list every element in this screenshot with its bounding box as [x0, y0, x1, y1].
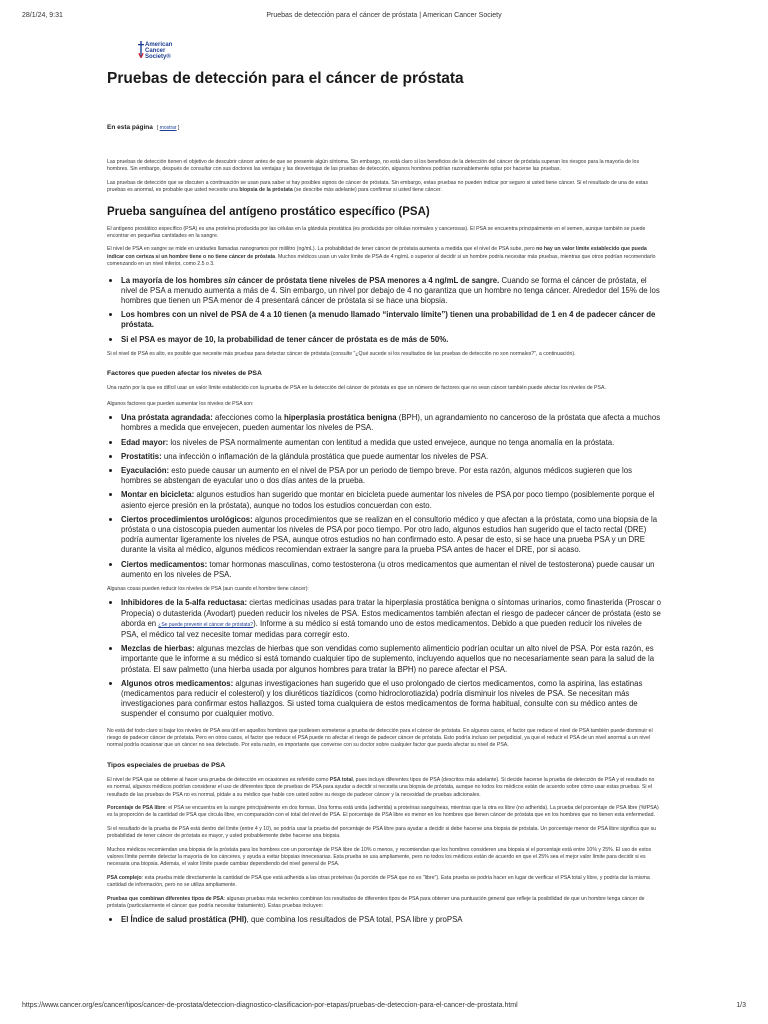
- special-paragraph-1: El nivel de PSA que se obtiene al hacer una prueba de detección en ocasiones es referido como PSA total, pues incluye diferentes tipos de PSA (descritos más adelante). Si decide hacerse la prueba de detección de PSA y el resultado no es normal, algunos médicos podrían considerar el uso de diferentes tipos de pruebas de PSA para ayudar a decidir si necesita una biopsia de próstata, aunque no todos los médicos están de acuerdo sobre cómo usar estas pruebas. Si el resultado de las pruebas de PSA no es normal, pídale a su médico que hable con usted sobre su riesgo de padecer cáncer y la necesidad de pruebas adicionales.: [107, 776, 655, 798]
- special-paragraph-3: Si el resultado de la prueba de PSA está dentro del límite (entre 4 y 10), se podría usar la prueba del porcentaje de PSA libre para ayudar a decidir si debe hacerse una biopsia de próstata. Un porcentaje menor de PSA libre significa que su probabilidad de tener cáncer de próstata es mayor, y usted probablemente debe hacerse una biopsia.: [107, 825, 657, 840]
- factors-paragraph-4: No está del todo claro si bajar los niveles de PSA sea útil en aquellos hombres que pudiesen someterse a prueba de detección para el cáncer de próstata. En algunos casos, el factor que reduce el nivel de PSA también puede disminuir el riesgo de padecer cáncer de próstata. Pero en otros casos, el factor que reduce el PSA puede no afectar el riesgo de padecer cáncer de próstata. Esto podría incluso ser perjudicial, ya que el reducir el PSA de un nivel anormal a un nivel normal podría ocasionar que un cáncer no sea detectado. Por esta razón, es importante que converse con su doctor sobre cualquier factor que pueda afectar su nivel de PSA.: [107, 727, 653, 749]
- main-content: [107, 70, 661, 929]
- print-title: Pruebas de detección para el cáncer de próstata | American Cancer Society: [266, 12, 502, 19]
- on-this-page-label: En esta página: [107, 124, 153, 131]
- raise-factors-list: [107, 412, 661, 580]
- list-item: • Inhibidores de la 5-alfa reductasa: ciertas medicinas usadas para tratar la hiperplasia prostática benigna o síntomas urinarios, como finasterida (Proscar o Propecia) o dutasterida (Avodart) pueden reducir los niveles de PSA. Estos medicamentos también afectan el riesgo de padecer cáncer de próstata (esto se aborda en ¿Se puede prevenir el cáncer de próstata?). Informe a su médico si está tomando uno de estos medicamentos. Debido a que pueden reducir los niveles de PSA, el médico tal vez necesite tomar medidas para corregir esto.: [121, 597, 661, 640]
- factors-paragraph-3: Algunas cosas pueden reducir los niveles de PSA (aun cuando el hombre tiene cáncer):: [107, 585, 309, 592]
- logo-text: American Cancer Society®: [145, 42, 173, 60]
- print-footer: [22, 1002, 746, 1009]
- psa-paragraph-1: El antígeno prostático específico (PSA) es una proteína producida por las células en la glándula prostática (es producida por células normales y cancerosas). El PSA se encuentra principalmente en el semen, aunque también se puede encontrar en pequeñas cantidades en la sangre.: [107, 225, 646, 240]
- show-link[interactable]: mostrar: [159, 124, 177, 131]
- page-number: 1/3: [736, 1002, 746, 1009]
- intro-paragraph-1: Las pruebas de detección tienen el objetivo de descubrir cáncer antes de que se presente algún síntoma. Sin embargo, no está claro si los beneficios de la detección del cáncer de próstata superan los riesgos para la mayoría de los hombres. Sin embargo, después de consultar con sus doctores las ventajas y las desventajas de las pruebas de detección, algunos hombres podrían razonablemente optar por hacerse las pruebas.: [107, 159, 640, 173]
- sword-icon: [138, 41, 144, 63]
- special-paragraph-4: Muchos médicos recomiendan una biopsia de la próstata para los hombres con un porcentaje de PSA libre de 10% o menos, y recomiendan que los hombres consideren una biopsia si el porcentaje está entre 10% y 25%. El uso de estos valores límite permite detectar la mayoría de los cánceres, y ayuda a evitar biopsias innecesarias. Esta prueba se usa ampliamente, pero no todos los médicos están de acuerdo en que el 25% sea el mejor valor límite para decidir si es necesaria una biopsia. Además, el valor límite puede cambiar dependiendo del nivel general de PSA.: [107, 846, 652, 868]
- list-item: • Montar en bicicleta: algunos estudios han sugerido que montar en bicicleta puede aumentar los niveles de PSA por poco tiempo (posiblemente porque el asiento ejerce presión en la próstata), aunque no todos los estudios concuerdan con esto.: [121, 489, 661, 510]
- print-url: https://www.cancer.org/es/cancer/tipos/cancer-de-prostata/deteccion-diagnostico-clasificacion-por-etapas/pruebas-de-deteccion-para-el-cancer-de-prostata.html: [22, 1002, 518, 1009]
- special-paragraph-6: Pruebas que combinan diferentes tipos de PSA: algunas pruebas más recientes combinan los resultados de diferentes tipos de PSA para obtener una puntuación general que refleje la posibilidad de que un hombre tenga cáncer de próstata (particularmente el cáncer que podría necesitar tratamiento). Estas pruebas incluyen:: [107, 895, 645, 910]
- list-item: • Prostatitis: una infección o inflamación de la glándula prostática que puede aumentar los niveles de PSA.: [121, 451, 661, 462]
- factors-paragraph-1: Una razón por la que es difícil usar un valor límite establecido con la prueba de PSA en la detección del cáncer de próstata es que un número de factores que no sean cáncer también puede afectar los niveles de PSA.: [107, 385, 606, 392]
- page-title: Pruebas de detección para el cáncer de próstata: [107, 70, 464, 87]
- on-this-page-toggle: [ mostrar ]: [156, 124, 180, 131]
- special-paragraph-5: PSA complejo: esta prueba mide directamente la cantidad de PSA que está adherida a las otras proteínas (la porción de PSA que no es "libre"). Esta prueba se podría hacer en lugar de verificar el PSA total y libre, y podría dar la misma cantidad de información, pero no se utiliza ampliamente.: [107, 874, 650, 889]
- acs-logo[interactable]: [138, 41, 172, 63]
- list-item: • Si el PSA es mayor de 10, la probabilidad de tener cáncer de próstata es de más de 50%.: [121, 334, 661, 345]
- list-item: • Ciertos medicamentos: tomar hormonas masculinas, como testosterona (u otros medicamentos que aumentan el nivel de testosterona) puede causar un aumento en los niveles de PSA.: [121, 559, 661, 580]
- psa-paragraph-3: Si el nivel de PSA es alto, es posible que necesite más pruebas para detectar cáncer de próstata (consulte "¿Qué sucede si los resultados de las pruebas de detección no son normales?", a continuación).: [107, 350, 576, 357]
- print-datetime: 28/1/24, 9:31: [22, 12, 63, 19]
- list-item: • Una próstata agrandada: afecciones como la hiperplasia prostática benigna (BPH), un agrandamiento no canceroso de la próstata que afecta a muchos hombres a medida que envejecen, pueden aumentar los niveles de PSA.: [121, 412, 661, 433]
- psa-bullets: [107, 275, 661, 345]
- psa-paragraph-2: El nivel de PSA en sangre se mide en unidades llamadas nanogramos por mililitro (ng/mL). La probabilidad de tener cáncer de próstata aumenta a medida que el nivel de PSA sube, pero no hay un valor límite establecido que pueda indicar con certeza si un hombre tiene o no tiene cáncer de próstata. Muchos médicos usan un valor límite de PSA de 4 ng/mL o superior al decidir si un hombre podría necesitar más pruebas, mientras que otros podrían recomendarlo comenzando en un nivel inferior, como 2.5 o 3.: [107, 246, 656, 268]
- lower-factors-list: [107, 597, 661, 719]
- factors-heading: Factores que pueden afectar los niveles de PSA: [107, 370, 262, 378]
- list-item: • Ciertos procedimientos urológicos: algunos procedimientos que se realizan en el consultorio médico y que afectan a la próstata, como una biopsia de la próstata o una cistoscopia pueden aumentar los niveles de PSA por poco tiempo. Por otro lado, algunos estudios han sugerido que el tacto rectal (DRE) podría aumentar ligeramente los niveles de PSA, aunque otros estudios no han confirmado esto. A pesar de esto, si se hace una prueba PSA y un DRE durante la visita al médico, algunos médicos recomiendan extraer la sangre para la prueba PSA antes de hacer el DRE, por si acaso.: [121, 514, 661, 556]
- special-paragraph-2: Porcentaje de PSA libre: el PSA se encuentra en la sangre principalmente en dos formas. Una forma está unida (adherida) a proteínas sanguíneas, mientras que la otra es libre (no adherida). La prueba del porcentaje de PSA libre (%fPSA) es la proporción de la cantidad de PSA que circula libre, en comparación con el total del nivel de PSA. El porcentaje de PSA libre es menor en los hombres que tienen cáncer de próstata que en los hombres que no tienen esta enfermedad.: [107, 805, 659, 819]
- combo-tests-list: [107, 914, 661, 925]
- list-item: • La mayoría de los hombres sin cáncer de próstata tiene niveles de PSA menores a 4 ng/mL de sangre. Cuando se forma el cáncer de próstata, el nivel de PSA a menudo aumenta a más de 4. Sin embargo, un nivel por debajo de 4 no garantiza que un hombre no tenga cáncer. Alrededor del 15% de los hombres que tienen un PSA menor de 4 presentará cáncer de próstata si se hace una biopsia.: [121, 275, 661, 307]
- special-tests-heading: Tipos especiales de pruebas de PSA: [107, 761, 226, 769]
- prevention-link[interactable]: ¿Se puede prevenir el cáncer de próstata?: [158, 621, 254, 628]
- list-item: • Mezclas de hierbas: algunas mezclas de hierbas que son vendidas como suplemento alimenticio podrían ocultar un alto nivel de PSA. Por esta razón, es importante que le informe a su médico si está tomando cualquier tipo de suplemento, incluyendo aquellos que no necesariamente sean para la salud de la próstata. El saw palmetto (una hierba usada por algunos hombres para tratar la BPH) no parece afectar el PSA.: [121, 643, 661, 675]
- list-item: • El Índice de salud prostática (PHI), que combina los resultados de PSA total, PSA libre y proPSA: [121, 914, 661, 925]
- list-item: • Los hombres con un nivel de PSA de 4 a 10 tienen (a menudo llamado “intervalo límite”) tienen una probabilidad de 1 en 4 de padecer cáncer de próstata.: [121, 309, 661, 330]
- list-item: • Algunos otros medicamentos: algunas investigaciones han sugerido que el uso prolongado de ciertos medicamentos, como la aspirina, las estatinas (medicamentos para reducir el colesterol) y los diuréticos tiazídicos (como hidroclorotiazida) podría disminuir los niveles de PSA. Se necesitan más investigaciones para confirmar estos hallazgos. Si usted toma cualquiera de estos medicamentos de forma habitual, consulte con su médico antes de suspender el consumo por cualquier motivo.: [121, 678, 661, 720]
- print-header: [22, 12, 746, 19]
- psa-heading: Prueba sanguínea del antígeno prostático específico (PSA): [107, 205, 430, 218]
- factors-paragraph-2: Algunos factores que pueden aumentar los niveles de PSA son:: [107, 400, 254, 407]
- on-this-page: [107, 124, 661, 131]
- list-item: • Edad mayor: los niveles de PSA normalmente aumentan con lentitud a medida que usted envejece, aunque no tenga anomalía en la próstata.: [121, 437, 661, 448]
- intro-paragraph-2: Las pruebas de detección que se discuten a continuación se usan para saber si hay posibles signos de cáncer de próstata. Sin embargo, estas pruebas no pueden indicar por seguro si usted tiene cáncer. Si el resultado de una de estas pruebas es anormal, es probable que usted necesite una biopsia de la próstata (se describe más adelante) para confirmar si usted tiene cáncer.: [107, 179, 648, 194]
- list-item: • Eyaculación: esto puede causar un aumento en el nivel de PSA por un periodo de tiempo breve. Por esta razón, algunos médicos sugieren que los hombres se abstengan de eyacular uno o dos días antes de la prueba.: [121, 465, 661, 486]
